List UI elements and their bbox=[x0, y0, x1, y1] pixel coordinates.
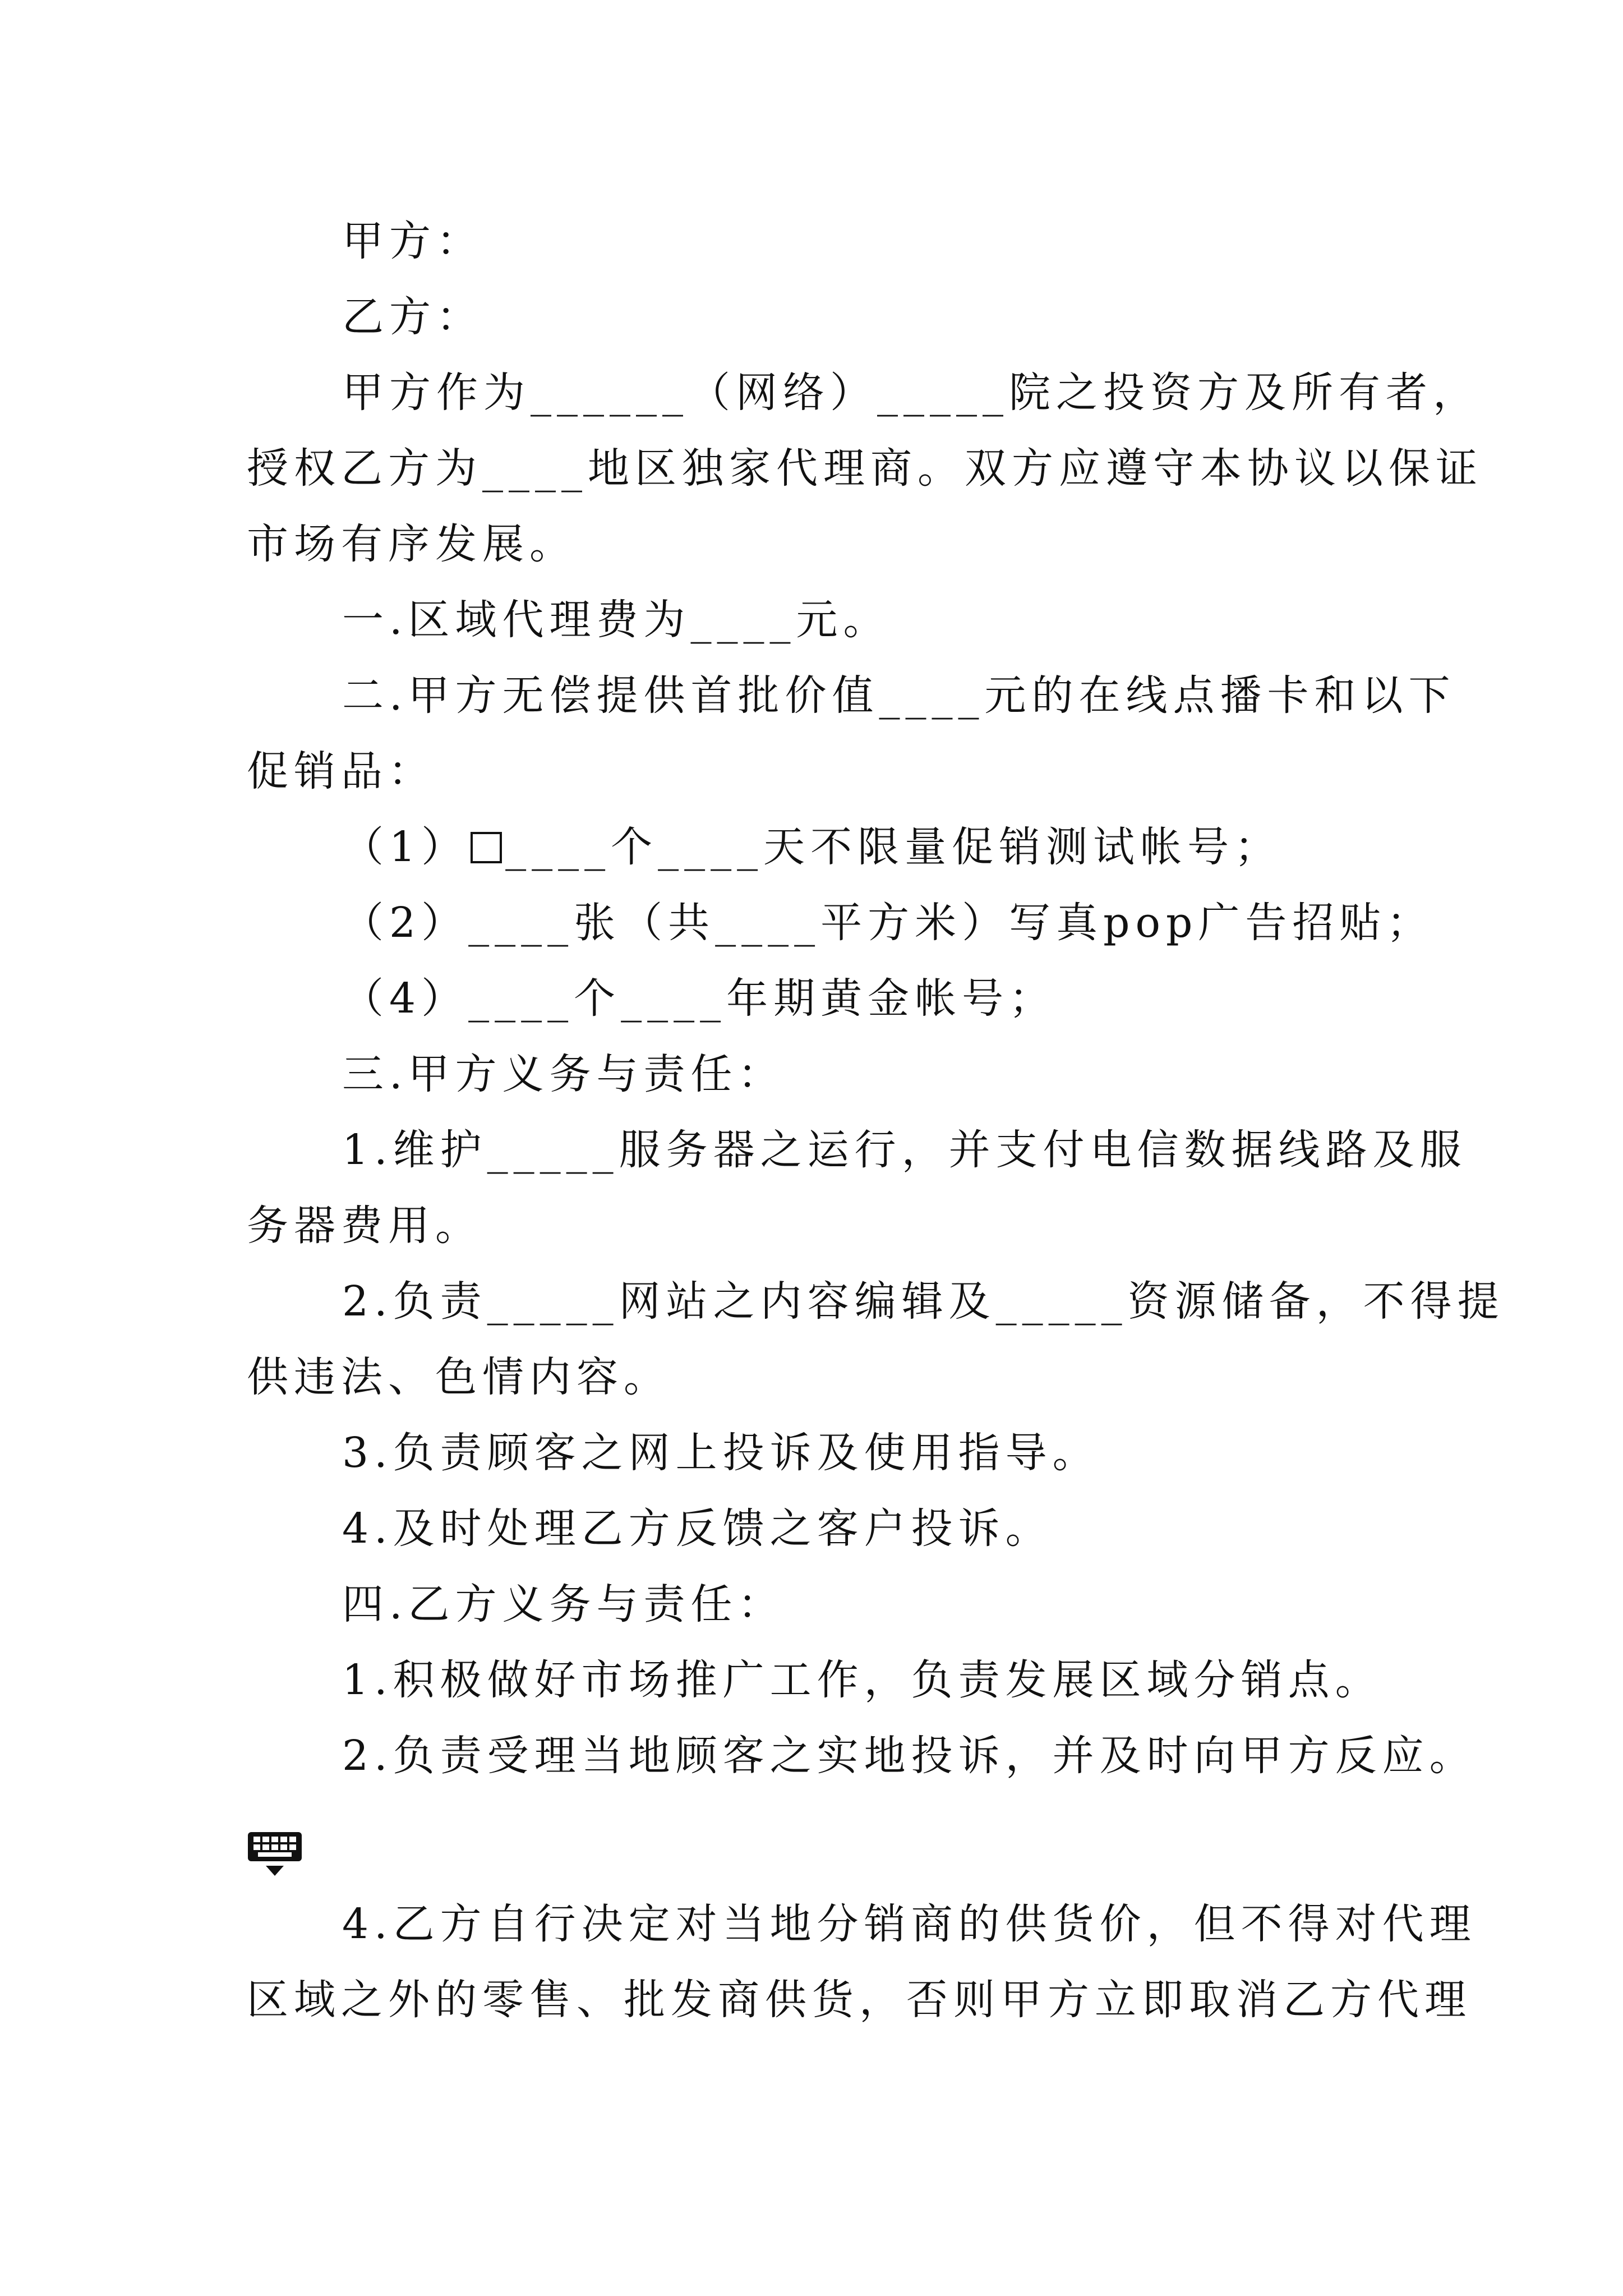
promo-item-4: （4）____个____年期黄金帐号； bbox=[342, 974, 1057, 1023]
section-4-item-4-cont: 区域之外的零售、批发商供货，否则甲方立即取消乙方代理 bbox=[247, 1976, 1472, 2024]
section-3-item-2-cont: 供违法、色情内容。 bbox=[247, 1353, 671, 1401]
section-3-item-1-cont: 务器费用。 bbox=[247, 1202, 482, 1250]
section-3-heading: 三.甲方义务与责任： bbox=[342, 1050, 785, 1098]
promo-item-1-number: （1） bbox=[342, 823, 469, 871]
keyboard-icon[interactable] bbox=[247, 1829, 303, 1885]
section-3-item-4: 4.及时处理乙方反馈之客户投诉。 bbox=[342, 1504, 1053, 1553]
paragraph-line: 授权乙方为____地区独家代理商。双方应遵守本协议以保证 bbox=[247, 444, 1483, 493]
clause-2-cont: 促销品： bbox=[247, 747, 435, 795]
paragraph-line: 市场有序发展。 bbox=[247, 520, 577, 568]
section-4-heading: 四.乙方义务与责任： bbox=[342, 1580, 785, 1628]
checkbox-icon bbox=[471, 832, 502, 863]
paragraph-line: 甲方作为______（网络）_____院之投资方及所有者， bbox=[342, 369, 1480, 417]
section-3-item-1: 1.维护_____服务器之运行，并支付电信数据线路及服 bbox=[342, 1126, 1467, 1174]
section-4-item-1: 1.积极做好市场推广工作，负责发展区域分销点。 bbox=[342, 1656, 1382, 1704]
section-3-item-3: 3.负责顾客之网上投诉及使用指导。 bbox=[342, 1429, 1100, 1477]
section-3-item-2: 2.负责_____网站之内容编辑及_____资源储备，不得提 bbox=[342, 1277, 1505, 1326]
promo-item-1-text: ____个____天不限量促销测试帐号； bbox=[505, 823, 1282, 871]
clause-2: 二.甲方无偿提供首批价值____元的在线点播卡和以下 bbox=[342, 671, 1456, 720]
party-b-label: 乙方： bbox=[342, 293, 483, 341]
clause-1: 一.区域代理费为____元。 bbox=[342, 596, 891, 644]
promo-item-2: （2）____张（共____平方米）写真pop广告招贴； bbox=[342, 899, 1434, 947]
party-a-label: 甲方： bbox=[342, 217, 483, 265]
section-4-item-4: 4.乙方自行决定对当地分销商的供货价，但不得对代理 bbox=[342, 1900, 1477, 1948]
promo-item-1 bbox=[342, 819, 1281, 875]
section-4-item-2: 2.负责受理当地顾客之实地投诉，并及时向甲方反应。 bbox=[342, 1732, 1477, 1780]
